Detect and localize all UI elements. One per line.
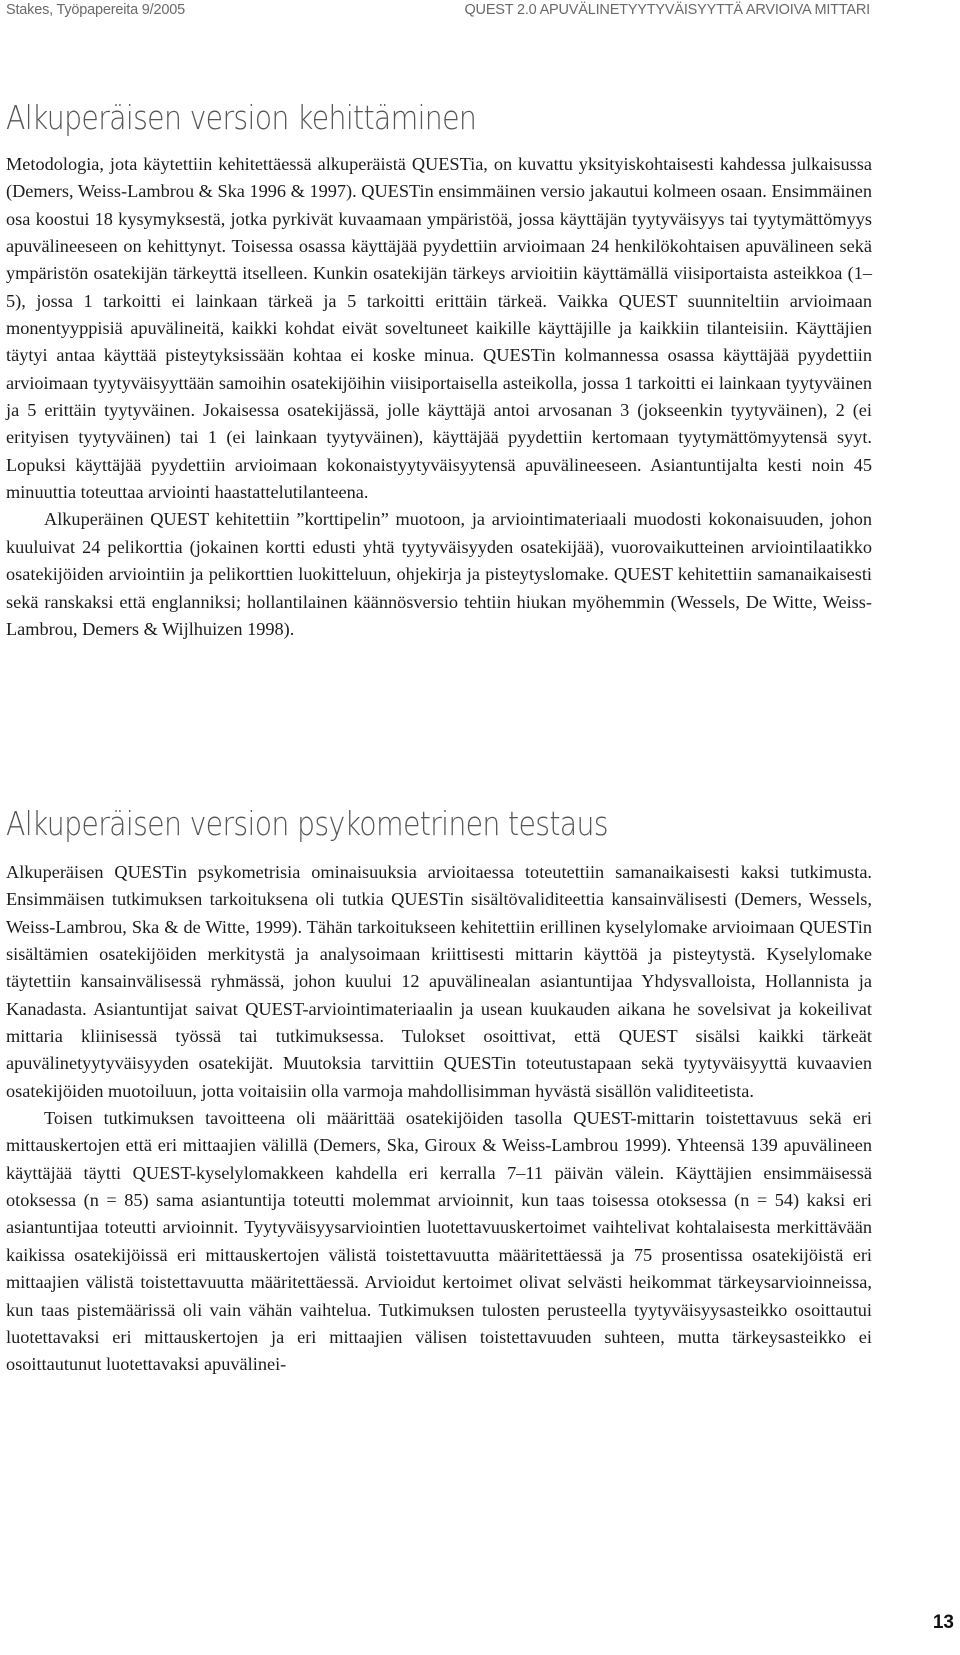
header-document-title: QUEST 2.0 APUVÄLINETYYTYVÄISYYTTÄ ARVIOIVA MITTARI	[464, 2, 870, 18]
section-body-psychometric-testing	[6, 859, 872, 1379]
section-heading-psychometric-testing: Alkuperäisen version psykometrinen testaus	[6, 804, 608, 843]
page-number: 13	[932, 1612, 954, 1633]
paragraph: Alkuperäinen QUEST kehitettiin ”korttipelin” muotoon, ja arviointimateriaali muodosti kokonaisuuden, johon kuuluivat 24 pelikorttia (jokainen kortti edusti yhtä tyytyväisyyden osatekijää), vuorovaikutteinen arviointilaatikko osatekijöiden arviointiin ja pelikorttien luokitteluun, ohjekirja ja pisteytyslomake. QUEST kehitettiin samanaikaisesti sekä ranskaksi että englanniksi; hollantilainen käännösversio tehtiin hiukan myöhemmin (Wessels, De Witte, Weiss-Lambrou, Demers & Wijlhuizen 1998).	[6, 509, 872, 639]
section-body-development	[6, 151, 872, 643]
running-header	[0, 0, 960, 30]
paragraph: Metodologia, jota käytettiin kehitettäessä alkuperäistä QUESTia, on kuvattu yksityiskohtaisesti kahdessa julkaisussa (Demers, Weiss-Lambrou & Ska 1996 & 1997). QUESTin ensimmäinen versio jakautui kolmeen osaan. Ensimmäinen osa koostui 18 kysymyksestä, jotka pyrkivät kuvaamaan ympäristöä, jossa käyttäjän tyytyväisyys tai tyytymättömyys apuvälineeseen on kehittynyt. Toisessa osassa käyttäjää pyydettiin arvioimaan 24 henkilökohtaisen apuvälineen sekä ympäristön osatekijän tärkeyttä itselleen. Kunkin osatekijän tärkeys arvioitiin käyttämällä viisiportaista asteikkoa (1–5), jossa 1 tarkoitti ei lainkaan tärkeä ja 5 tarkoitti erittäin tärkeä. Vaikka QUEST suunniteltiin arvioimaan monentyyppisiä apuvälineitä, kaikki kohdat eivät soveltuneet kaikille käyttäjille ja kaikkiin tilanteisiin. Käyttäjien täytyi antaa käyttää pisteytyksissään kohtaa ei koske minua. QUESTin kolmannessa osassa käyttäjää pyydettiin arvioimaan tyytyväisyyttään samoihin osatekijöihin viisiportaisella asteikolla, jossa 1 tarkoitti ei lainkaan tyytyväinen ja 5 erittäin tyytyväinen. Jokaisessa osatekijässä, jolle käyttäjä antoi arvosanan 3 (jokseenkin tyytyväinen), 2 (ei erityisen tyytyväinen) tai 1 (ei lainkaan tyytyväinen), käyttäjää pyydettiin kertomaan tyytymättömyytensä syyt. Lopuksi käyttäjää pyydettiin arvioimaan kokonaistyytyväisyytensä apuvälineeseen. Asiantuntijalta kesti noin 45 minuuttia toteuttaa arviointi haastattelutilanteena.	[6, 154, 872, 503]
section-heading-development: Alkuperäisen version kehittäminen	[6, 98, 477, 137]
paragraph: Toisen tutkimuksen tavoitteena oli määrittää osatekijöiden tasolla QUEST-mittarin toistettavuus sekä eri mittauskertojen että eri mittaajien välillä (Demers, Ska, Giroux & Weiss-Lambrou 1999). Yhteensä 139 apuvälineen käyttäjää täytti QUEST-kyselylomakkeen kahdella eri kerralla 7–11 päivän välein. Käyttäjien ensimmäisessä otoksessa (n = 85) sama asiantuntija toteutti molemmat arvioinnit, kun taas toisessa otoksessa (n = 54) kaksi eri asiantuntijaa toteutti arvioinnit. Tyytyväisyysarviointien luotettavuuskertoimet vaihtelivat kohtalaisesta merkittävään kaikissa osatekijöissä eri mittauskertojen välistä toistettavuutta määritettäessä ja 75 prosentissa osatekijöistä eri mittaajien välistä toistettavuutta määritettäessä. Arvioidut kertoimet olivat selvästi heikommat tärkeysarvioinneissa, kun taas pistemäärissä oli vain vähän vaihtelua. Tutkimuksen tulosten perusteella tyytyväisyysasteikko osoittautui luotettavaksi eri mittauskertojen ja eri mittaajien välisen toistettavuuden suhteen, mutta tärkeysasteikko ei osoittautunut luotettavaksi apuvälinei-	[6, 1108, 872, 1375]
paragraph: Alkuperäisen QUESTin psykometrisia ominaisuuksia arvioitaessa toteutettiin samanaikaisesti kaksi tutkimusta. Ensimmäisen tutkimuksen tarkoituksena oli tutkia QUESTin sisältövaliditeettia kansainvälisesti (Demers, Wessels, Weiss-Lambrou, Ska & de Witte, 1999). Tähän tarkoitukseen kehitettiin erillinen kyselylomake arvioimaan QUESTin sisältämien osatekijöiden merkitystä ja analysoimaan kriittisesti mittarin käyttöä ja pisteytystä. Kyselylomake täytettiin kansainvälisessä ryhmässä, johon kuului 12 apuvälinealan asiantuntijaa Yhdysvalloista, Hollannista ja Kanadasta. Asiantuntijat saivat QUEST-arviointimateriaalin ja usean kuukauden aikana he sovelsivat ja kokeilivat mittaria kliinisessä työssä tai tutkimuksessa. Tulokset osoittivat, että QUEST sisälsi kaikki tärkeät apuvälinetyytyväisyyden osatekijät. Muutoksia tarvittiin QUESTin toteutustapaan sekä tyytyväisyyttä kuvaavien osatekijöiden muotoiluun, jotta voitaisiin olla varmoja mahdollisimman hyvästä sisällön validiteetista.	[6, 862, 872, 1101]
header-publication: Stakes, Työpapereita 9/2005	[6, 2, 185, 18]
